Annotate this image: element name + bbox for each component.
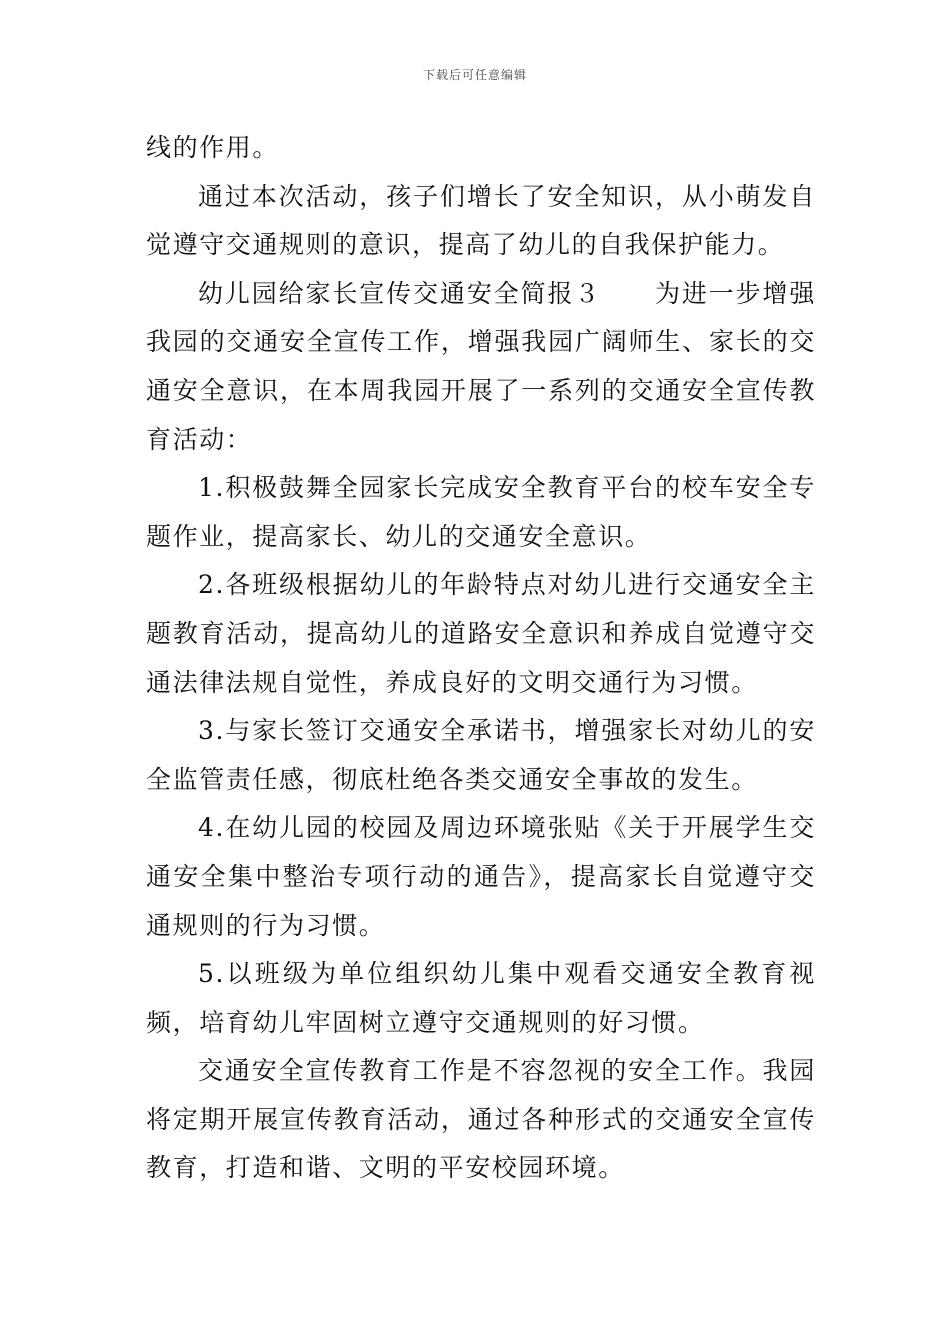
document-body: [146, 124, 816, 1193]
list-item-paragraph: 5.以班级为单位组织幼儿集中观看交通安全教育视频，培育幼儿牢固树立遵守交通规则的好习惯。: [146, 959, 816, 1037]
list-item-paragraph: 3.与家长签订交通安全承诺书，增强家长对幼儿的安全监管责任感，彻底杜绝各类交通安全事故的发生。: [146, 716, 816, 794]
list-item-paragraph: 4.在幼儿园的校园及周边环境张贴《关于开展学生交通安全集中整治专项行动的通告》，提高家长自觉遵守交通规则的行为习惯。: [146, 813, 816, 940]
page-header: 下载后可任意编辑: [422, 68, 527, 82]
paragraph: 幼儿园给家长宣传交通安全简报３ 为进一步增强我园的交通安全宣传工作，增强我园广阔师生、家长的交通安全意识，在本周我园开展了一系列的交通安全宣传教育活动：: [146, 278, 816, 454]
list-item-paragraph: 2.各班级根据幼儿的年龄特点对幼儿进行交通安全主题教育活动，提高幼儿的道路安全意识和养成自觉遵守交通法律法规自觉性，养成良好的文明交通行为习惯。: [146, 570, 816, 697]
paragraph: 交通安全宣传教育工作是不容忽视的安全工作。我园将定期开展宣传教育活动，通过各种形式的交通安全宣传教育，打造和谐、文明的平安校园环境。: [146, 1056, 816, 1183]
list-item-paragraph: 1.积极鼓舞全园家长完成安全教育平台的校车安全专题作业，提高家长、幼儿的交通安全意识。: [146, 473, 816, 551]
paragraph-continuation: 线的作用。: [146, 133, 280, 162]
paragraph: 通过本次活动，孩子们增长了安全知识，从小萌发自觉遵守交通规则的意识，提高了幼儿的自我保护能力。: [146, 181, 816, 260]
